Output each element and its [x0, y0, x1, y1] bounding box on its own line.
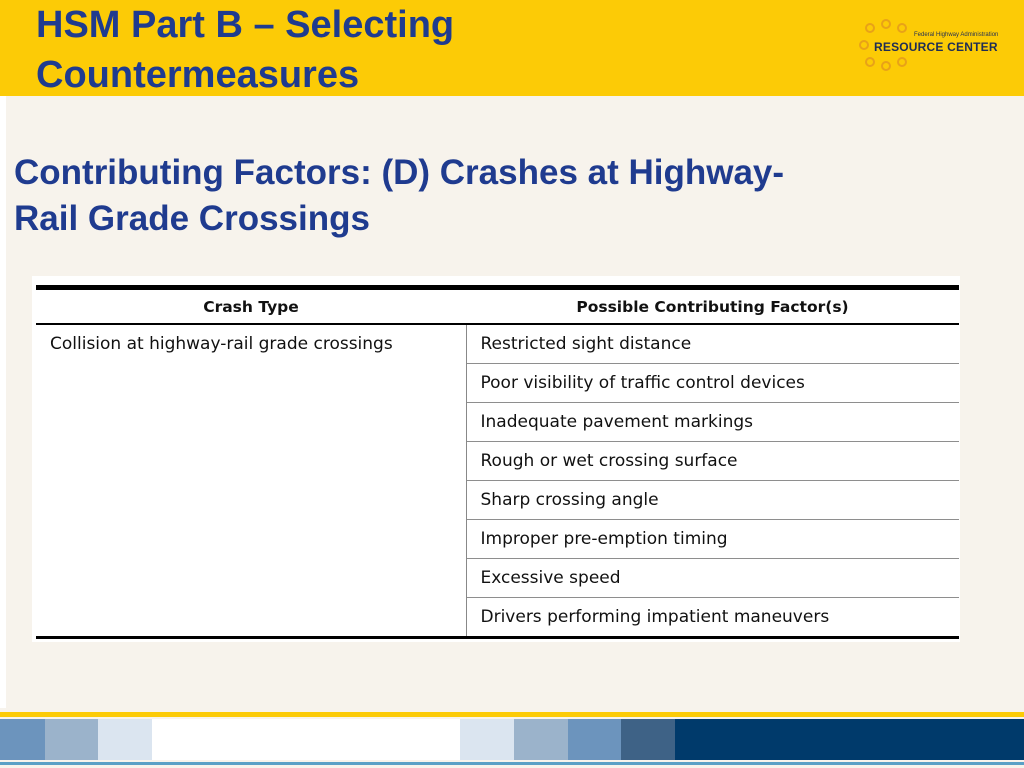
footer-block — [98, 719, 152, 760]
footer-block — [514, 719, 568, 760]
slide-title-line-2: Countermeasures — [36, 54, 360, 96]
factor-cell: Excessive speed — [466, 559, 959, 598]
slide-title-line-1: HSM Part B – Selecting — [36, 4, 455, 46]
logo-agency-text: Federal Highway Administration — [914, 32, 999, 38]
factor-cell: Improper pre-emption timing — [466, 520, 959, 559]
subtitle-line-1: Contributing Factors: (D) Crashes at Highway- — [14, 153, 785, 192]
column-header-crash-type: Crash Type — [36, 288, 466, 325]
resource-center-logo — [856, 18, 1016, 74]
left-edge-strip — [0, 96, 6, 708]
footer-block — [568, 719, 621, 760]
table-header-row — [36, 288, 959, 325]
factor-cell: Inadequate pavement markings — [466, 403, 959, 442]
footer-bottom-line — [0, 762, 1024, 765]
contributing-factors-table — [36, 285, 959, 639]
footer-color-bar — [0, 719, 1024, 760]
factor-cell: Sharp crossing angle — [466, 481, 959, 520]
footer-block — [675, 719, 1024, 760]
factor-cell: Drivers performing impatient maneuvers — [480, 607, 830, 627]
factor-cell: Restricted sight distance — [466, 324, 959, 364]
footer-block — [621, 719, 675, 760]
factor-cell: Rough or wet crossing surface — [466, 442, 959, 481]
footer-block — [152, 719, 460, 760]
factor-cell: Poor visibility of traffic control devices — [466, 364, 959, 403]
slide-subtitle — [14, 150, 974, 242]
table-panel — [32, 276, 960, 642]
subtitle-line-2: Rail Grade Crossings — [14, 199, 370, 238]
table-row — [36, 324, 959, 364]
column-header-factors: Possible Contributing Factor(s) — [466, 288, 959, 325]
footer-block — [0, 719, 45, 760]
footer-yellow-line — [0, 712, 1024, 717]
slide-header — [0, 0, 1024, 96]
crash-type-cell: Collision at highway-rail grade crossings — [36, 324, 466, 638]
footer-block — [460, 719, 514, 760]
logo-main-text: RESOURCE CENTER — [874, 40, 998, 54]
footer-block — [45, 719, 98, 760]
slide-title — [36, 0, 454, 100]
